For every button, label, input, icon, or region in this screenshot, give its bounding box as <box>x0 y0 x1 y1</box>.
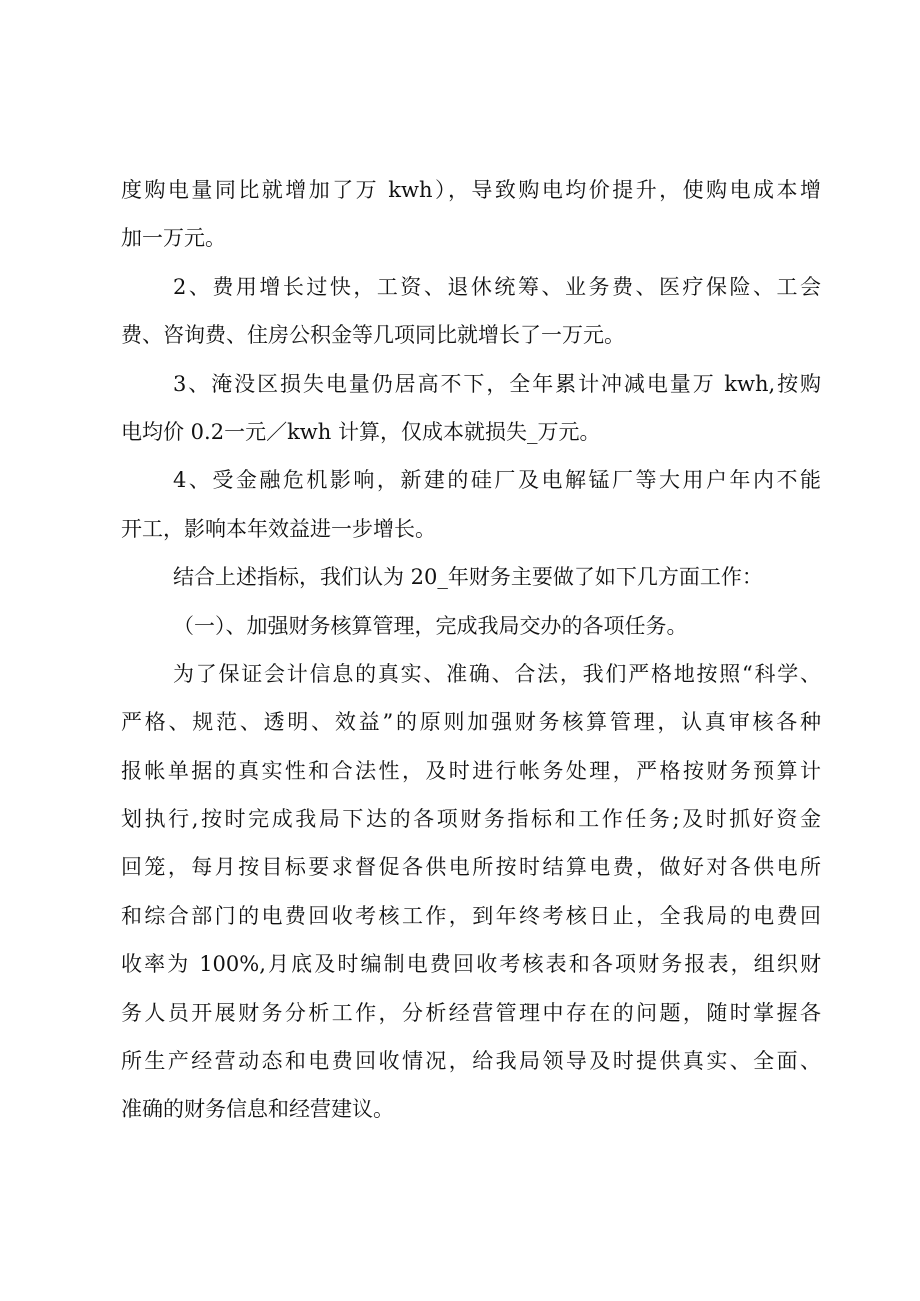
text-line: 度购电量同比就增加了万 kwh），导致购电均价提升，使购电成本增 <box>121 178 821 202</box>
body-text <box>121 166 821 1134</box>
text-line: 严格、规范、透明、效益”的原则加强财务核算管理，认真审核各种 <box>121 710 821 735</box>
text-line: 加一万元。 <box>121 226 226 251</box>
text-line: 划执行,按时完成我局下达的各项财务指标和工作任务;及时抓好资金 <box>121 807 821 832</box>
text-line: 所生产经营动态和电费回收情况，给我局领导及时提供真实、全面、 <box>121 1049 821 1074</box>
text-line: 和综合部门的电费回收考核工作，到年终考核日止，全我局的电费回 <box>121 903 821 928</box>
text-line: 开工，影响本年效益进一步增长。 <box>121 516 436 541</box>
text-line: 费、咨询费、住房公积金等几项同比就增长了一万元。 <box>121 323 625 348</box>
text-line: 务人员开展财务分析工作，分析经营管理中存在的问题，随时掌握各 <box>121 1000 821 1025</box>
text-line: 结合上述指标，我们认为 20_年财务主要做了如下几方面工作： <box>173 565 763 590</box>
text-line: （一）、加强财务核算管理，完成我局交办的各项任务。 <box>173 613 688 638</box>
text-line: 2、费用增长过快，工资、退休统筹、业务费、医疗保险、工会 <box>173 274 821 299</box>
text-line: 回笼，每月按目标要求督促各供电所按时结算电费，做好对各供电所 <box>121 855 821 880</box>
text-line: 电均价 0.2一元／kwh 计算，仅成本就损失_万元。 <box>121 419 601 444</box>
text-line: 收率为 100%,月底及时编制电费回收考核表和各项财务报表，组织财 <box>121 952 821 977</box>
text-line: 3、淹没区损失电量仍居高不下，全年累计冲减电量万 kwh,按购 <box>173 371 821 396</box>
text-line: 报帐单据的真实性和合法性，及时进行帐务处理，严格按财务预算计 <box>121 758 821 783</box>
text-line: 为了保证会计信息的真实、准确、合法，我们严格地按照“科学、 <box>173 661 821 686</box>
text-line: 准确的财务信息和经营建议。 <box>121 1097 394 1122</box>
text-line: 4、受金融危机影响，新建的硅厂及电解锰厂等大用户年内不能 <box>173 468 821 493</box>
